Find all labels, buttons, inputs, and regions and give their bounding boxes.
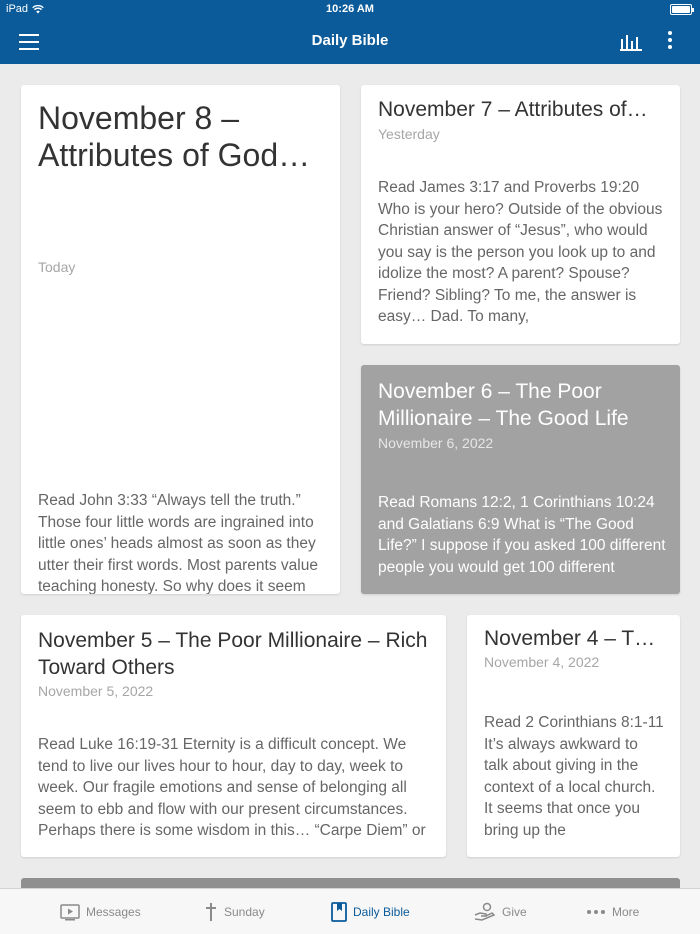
tab-more[interactable] bbox=[586, 889, 639, 934]
tab-give[interactable] bbox=[474, 889, 527, 934]
vertical-ellipsis-icon[interactable] bbox=[664, 31, 676, 53]
tab-bar bbox=[0, 888, 700, 934]
card-excerpt: Read Luke 16:19-31 Eternity is a difficult concept. We tend to live our lives hour to hour, day to day, week to week. Our fragile emotions and sense of belonging all seem to ebb and flow with our present circumstances. Perhaps there is some wisdom in this… “Carpe Diem” or bbox=[38, 736, 426, 839]
status-bar bbox=[0, 0, 700, 20]
device-name: iPad bbox=[6, 3, 29, 15]
card-excerpt: Read 2 Corinthians 8:1-11 It’s always awkward to talk about giving in the context of a local church. It seems that once you bring up the bbox=[484, 714, 664, 839]
tab-messages[interactable] bbox=[60, 889, 141, 934]
devotional-card-nov-6[interactable] bbox=[361, 365, 680, 594]
video-icon bbox=[60, 903, 80, 921]
card-excerpt: Read James 3:17 and Proverbs 19:20 Who is your hero? Outside of the obvious Christian answer of “Jesus”, who would you say is the person you look up to and idolize the most? A parent? Spouse? Friend? Sibling? To me, the answer is easy… Dad. To many, bbox=[378, 179, 663, 325]
page-title: Daily Bible bbox=[311, 32, 389, 49]
card-date: November 4, 2022 bbox=[484, 654, 600, 670]
tab-label: More bbox=[612, 905, 640, 919]
tab-sunday[interactable] bbox=[204, 889, 265, 934]
card-date: November 6, 2022 bbox=[378, 435, 494, 451]
devotional-card-nov-4[interactable] bbox=[467, 615, 680, 857]
card-title: November 6 – The Poor Millionaire – The Good Life bbox=[378, 380, 629, 430]
bible-icon bbox=[331, 902, 347, 922]
battery-icon bbox=[670, 4, 692, 15]
card-excerpt: Read Romans 12:2, 1 Corinthians 10:24 and Galatians 6:9 What is “The Good Life?” I suppose if you asked 100 different people you would get 100 different bbox=[378, 494, 666, 576]
status-time: 10:26 AM bbox=[326, 3, 374, 15]
bar-chart-icon[interactable] bbox=[620, 33, 642, 51]
tab-label: Daily Bible bbox=[353, 905, 410, 919]
card-title: November 8 – Attributes of God… bbox=[38, 100, 311, 173]
card-date: Today bbox=[38, 259, 76, 275]
card-title: November 5 – The Poor Millionaire – Rich Toward Others bbox=[38, 629, 428, 679]
devotional-card-yesterday[interactable] bbox=[361, 85, 680, 344]
card-title: November 4 – T… bbox=[484, 627, 656, 650]
devotional-card-nov-5[interactable] bbox=[21, 615, 446, 857]
giving-hand-icon bbox=[474, 902, 496, 922]
nav-bar bbox=[0, 20, 700, 64]
card-title: November 7 – Attributes of… bbox=[378, 98, 648, 121]
devotional-card-today[interactable] bbox=[21, 85, 340, 594]
card-date: November 5, 2022 bbox=[38, 683, 154, 699]
tab-label: Messages bbox=[86, 905, 141, 919]
card-date: Yesterday bbox=[378, 126, 440, 142]
tab-daily-bible[interactable] bbox=[331, 889, 410, 934]
cross-icon bbox=[204, 902, 218, 922]
tab-label: Sunday bbox=[224, 905, 265, 919]
horizontal-ellipsis-icon bbox=[586, 909, 606, 915]
card-excerpt: Read John 3:33 “Always tell the truth.” Those four little words are ingrained into little ones’ heads almost as soon as they utter their first words. Most parents value teaching honesty. So why does it seem bbox=[38, 492, 318, 594]
tab-label: Give bbox=[502, 905, 527, 919]
